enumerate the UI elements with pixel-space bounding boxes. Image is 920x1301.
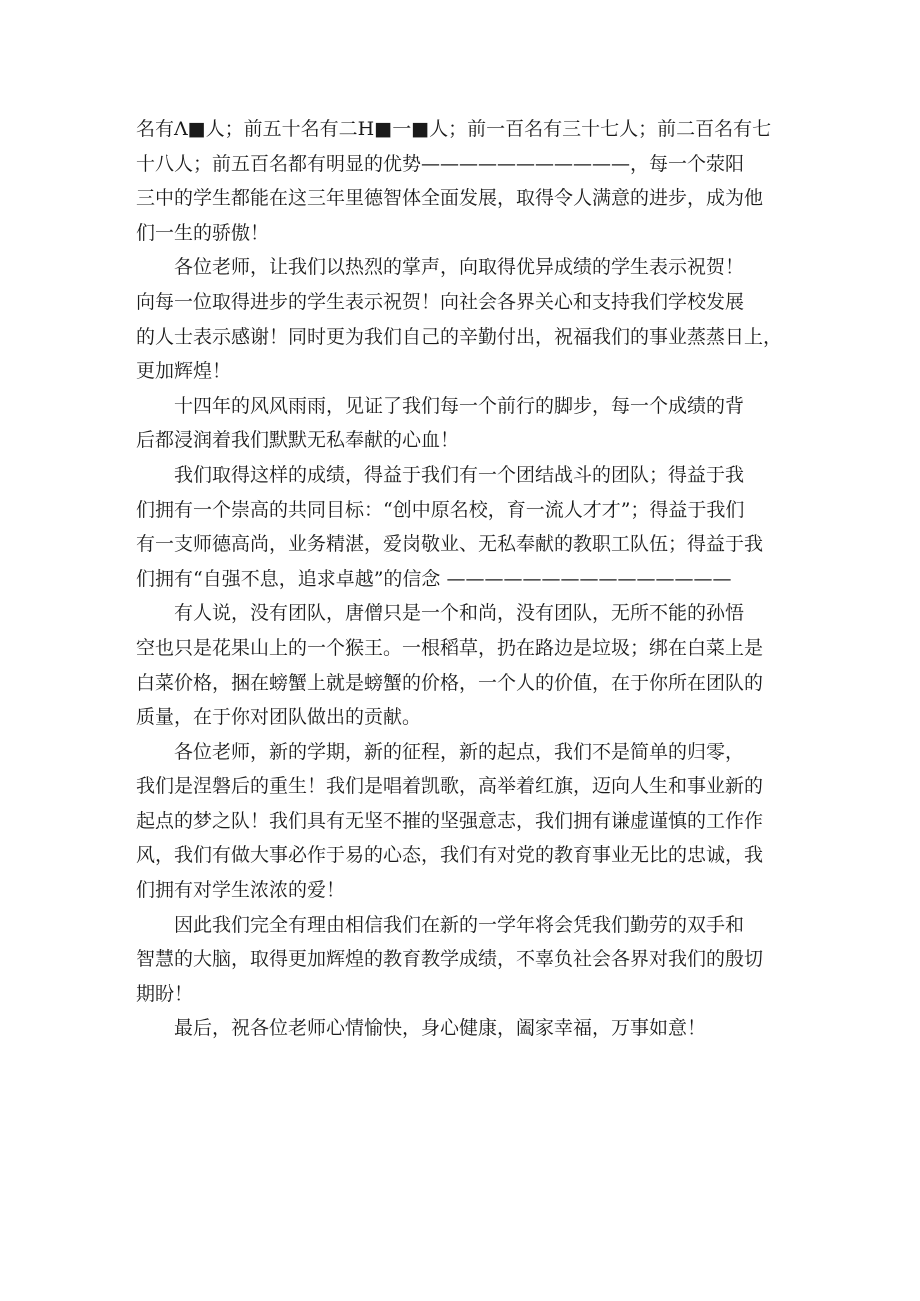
text-line: 向每一位取得进步的学生表示祝贺！向社会各界关心和支持我们学校发展 — [136, 290, 745, 313]
text-line: 三中的学生都能在这三年里德智体全面发展，取得令人满意的进步，成为他 — [136, 187, 764, 210]
paragraph — [136, 908, 796, 1012]
text-line: 十四年的风风雨雨，见证了我们每一个前行的脚步，每一个成绩的背 — [174, 394, 745, 417]
text-line: 期盼！ — [136, 982, 194, 1005]
text-line: 的人士表示感谢！同时更为我们自己的辛勤付出，祝福我们的事业蒸蒸日上， — [136, 325, 783, 348]
text-line: 白菜价格，捆在螃蟹上就是螃蟹的价格，一个人的价值，在于你所在团队的 — [136, 671, 764, 694]
paragraph — [136, 1011, 796, 1046]
text-line: 各位老师，新的学期，新的征程，新的起点，我们不是简单的归零， — [174, 740, 745, 763]
text-line: 各位老师，让我们以热烈的掌声，向取得优异成绩的学生表示祝贺！ — [174, 256, 745, 279]
paragraph — [136, 250, 796, 388]
paragraph — [136, 458, 796, 596]
text-line: 们拥有一个崇高的共同目标：“创中原名校，育一流人才才”；得益于我们 — [136, 498, 745, 521]
text-line: 最后，祝各位老师心情愉快，身心健康，阖家幸福，万事如意！ — [174, 1017, 707, 1040]
text-line: 们拥有“自强不息，追求卓越”的信念 ——————————————— — [136, 567, 732, 590]
paragraph — [136, 596, 796, 734]
text-line: 空也只是花果山上的一个猴王。一根稻草，扔在路边是垃圾；绑在白菜上是 — [136, 636, 764, 659]
text-line: 们拥有对学生浓浓的爱！ — [136, 879, 346, 902]
text-line: 我们取得这样的成绩，得益于我们有一个团结战斗的团队；得益于我 — [174, 463, 745, 486]
text-line: 我们是涅磐后的重生！我们是唱着凯歌，高举着红旗，迈向人生和事业新的 — [136, 775, 764, 798]
text-line: 后都浸润着我们默默无私奉献的心血！ — [136, 429, 460, 452]
text-line: 十八人；前五百名都有明显的优势———————————，每一个荥阳 — [136, 152, 745, 175]
paragraph — [136, 112, 796, 250]
text-line: 更加辉煌！ — [136, 360, 232, 383]
text-line: 质量，在于你对团队做出的贡献。 — [136, 706, 422, 729]
text-line: 起点的梦之队！我们具有无坚不摧的坚强意志，我们拥有谦虚谨慎的工作作 — [136, 809, 764, 832]
text-line: 因此我们完全有理由相信我们在新的一学年将会凭我们勤劳的双手和 — [174, 913, 745, 936]
document-body — [136, 112, 796, 1046]
text-line: 有人说，没有团队，唐僧只是一个和尚，没有团队，无所不能的孙悟 — [174, 602, 745, 625]
text-line: 有一支师德高尚，业务精湛，爱岗敬业、无私奉献的教职工队伍；得益于我 — [136, 533, 764, 556]
text-line: 智慧的大脑，取得更加辉煌的教育教学成绩，不辜负社会各界对我们的殷切 — [136, 948, 764, 971]
text-line: 风，我们有做大事必作于易的心态，我们有对党的教育事业无比的忠诚，我 — [136, 844, 764, 867]
text-line: 名有Λ■人；前五十名有二H■一■人；前一百名有三十七人；前二百名有七 — [136, 118, 772, 140]
paragraph — [136, 735, 796, 908]
paragraph — [136, 389, 796, 458]
text-line: 们一生的骄傲！ — [136, 221, 270, 244]
